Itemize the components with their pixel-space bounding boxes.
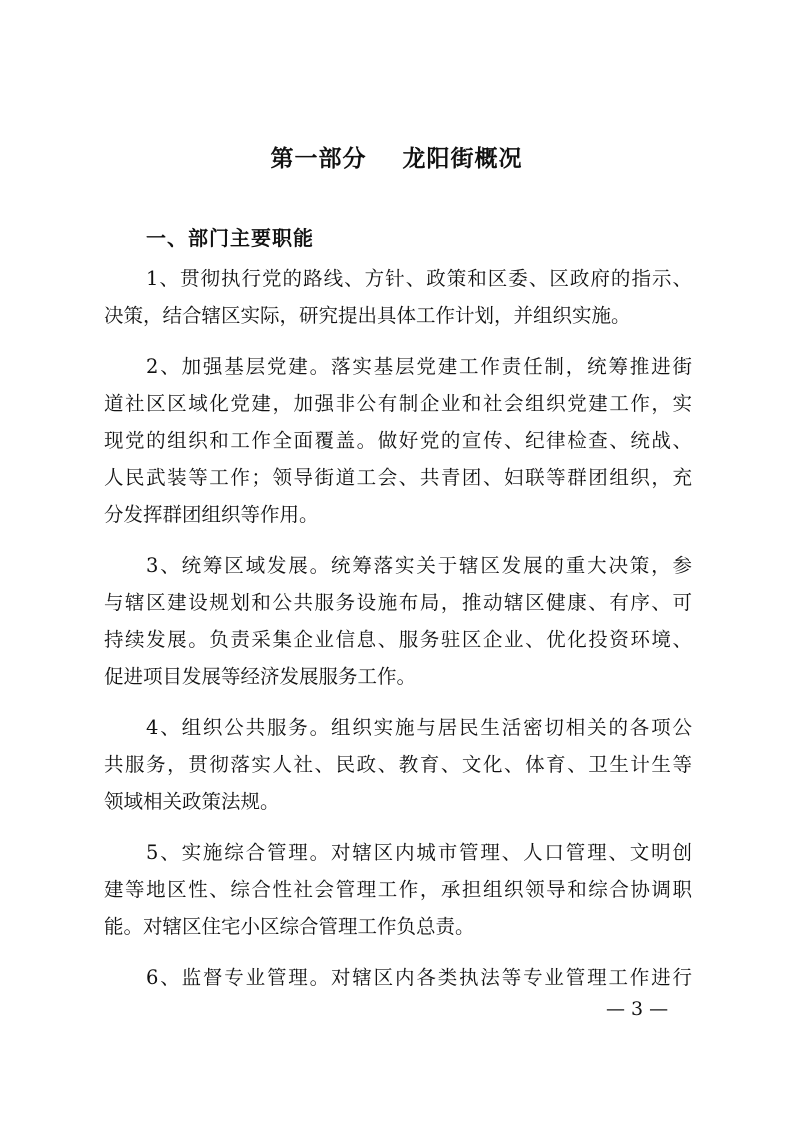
paragraph-line: 促进项目发展等经济发展服务工作。 xyxy=(104,665,417,688)
paragraph-1 xyxy=(104,260,692,334)
paragraph-5 xyxy=(104,834,692,945)
section-heading: 一、部门主要职能 xyxy=(146,226,314,250)
paragraph-2 xyxy=(104,348,692,533)
paragraph-line: 道社区区域化党建，加强非公有制企业和社会组织党建工作，实 xyxy=(104,392,692,415)
paragraph-line: 3、统筹区域发展。统筹落实关于辖区发展的重大决策，参 xyxy=(146,554,692,577)
paragraph-line: 共服务，贯彻落实人社、民政、教育、文化、体育、卫生计生等 xyxy=(104,753,692,776)
paragraph-4 xyxy=(104,709,692,820)
paragraph-line: 4、组织公共服务。组织实施与居民生活密切相关的各项公 xyxy=(146,716,692,739)
paragraph-6 xyxy=(104,959,692,996)
paragraph-line: 6、监督专业管理。对辖区内各类执法等专业管理工作进行 xyxy=(146,966,692,989)
paragraph-line: 1、贯彻执行党的路线、方针、政策和区委、区政府的指示、 xyxy=(146,267,692,290)
page-title: 第一部分 龙阳街概况 xyxy=(270,146,523,172)
paragraph-line: 2、加强基层党建。落实基层党建工作责任制，统筹推进街 xyxy=(146,355,692,378)
paragraph-line: 5、实施综合管理。对辖区内城市管理、人口管理、文明创 xyxy=(146,841,692,864)
paragraph-3 xyxy=(104,547,692,695)
paragraph-line: 与辖区建设规划和公共服务设施布局，推动辖区健康、有序、可 xyxy=(104,591,692,614)
paragraph-line: 人民武装等工作；领导街道工会、共青团、妇联等群团组织，充 xyxy=(104,466,692,489)
paragraph-line: 现党的组织和工作全面覆盖。做好党的宣传、纪律检查、统战、 xyxy=(104,429,692,452)
paragraph-line: 决策，结合辖区实际，研究提出具体工作计划，并组织实施。 xyxy=(104,304,631,327)
body-text xyxy=(104,260,692,1010)
paragraph-line: 能。对辖区住宅小区综合管理工作负总责。 xyxy=(104,915,475,938)
paragraph-line: 持续发展。负责采集企业信息、服务驻区企业、优化投资环境、 xyxy=(104,628,692,651)
paragraph-line: 分发挥群团组织等作用。 xyxy=(104,503,319,526)
page-number: — 3 — xyxy=(606,998,669,1020)
paragraph-line: 建等地区性、综合性社会管理工作，承担组织领导和综合协调职 xyxy=(104,878,692,901)
paragraph-line: 领域相关政策法规。 xyxy=(104,790,280,813)
